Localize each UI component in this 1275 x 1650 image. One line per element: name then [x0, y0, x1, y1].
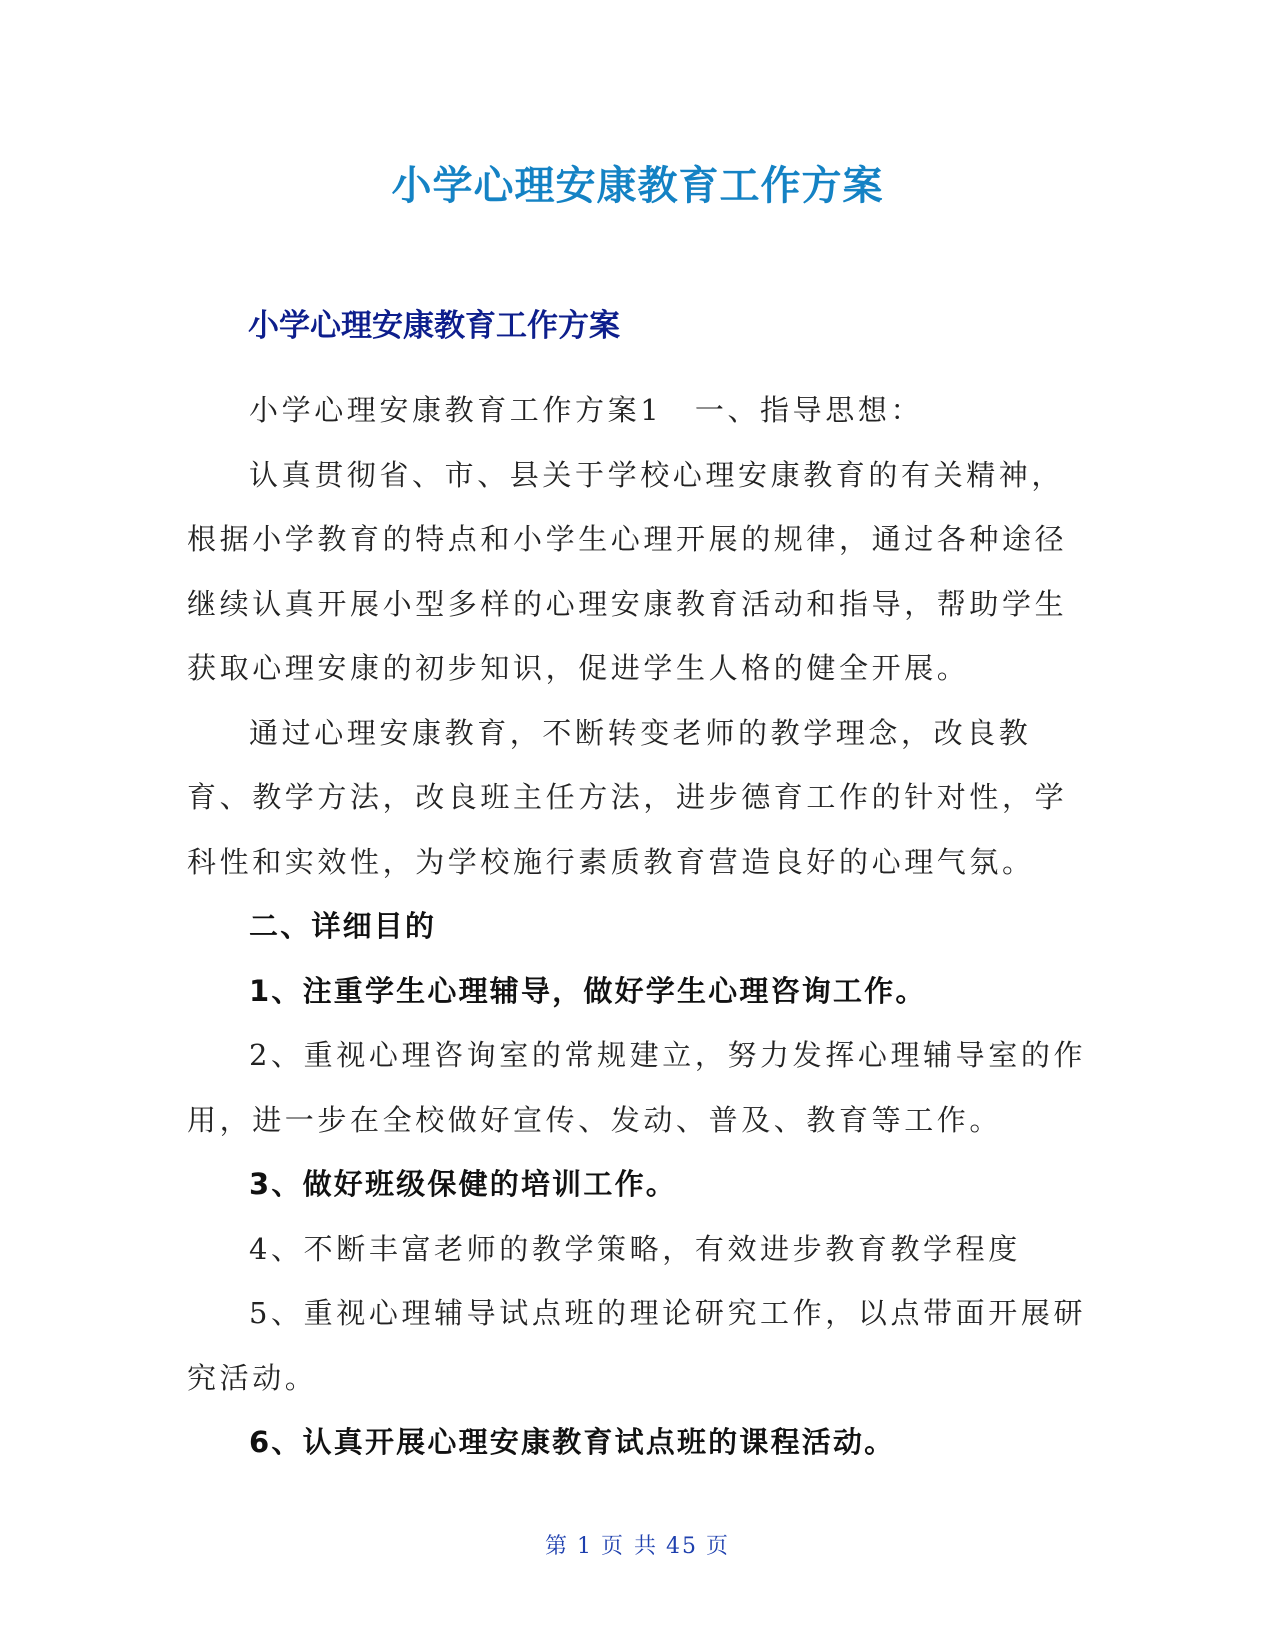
section-heading-goals: 二、详细目的 — [249, 909, 437, 943]
paragraph-intro: 小学心理安康教育工作方案1 一、指导思想： — [249, 393, 924, 427]
paragraph-teaching-reform: 通过心理安康教育，不断转变老师的教学理念，改良教育、教学方法，改良班主任方法，进步德育工作的针对性，学科性和实效性，为学校施行素质教育营造良好的心理气氛。 — [187, 715, 1068, 879]
goal-item-3: 3、做好班级保健的培训工作。 — [249, 1167, 677, 1201]
goal-item-2: 2、重视心理咨询室的常规建立，努力发挥心理辅导室的作用，进一步在全校做好宣传、发动、普及、教育等工作。 — [187, 1038, 1087, 1137]
page-footer — [0, 1532, 1275, 1562]
footer-current-page: 1 — [577, 1534, 593, 1559]
document-body — [187, 378, 1087, 1475]
footer-prefix: 第 — [544, 1534, 569, 1559]
footer-suffix: 页 — [706, 1534, 731, 1559]
goal-item-4: 4、不断丰富老师的教学策略，有效进步教育教学程度 — [249, 1231, 1021, 1266]
goal-item-6: 6、认真开展心理安康教育试点班的课程活动。 — [249, 1425, 896, 1459]
footer-total-pages: 45 — [666, 1534, 698, 1559]
goal-item-5: 5、重视心理辅导试点班的理论研究工作，以点带面开展研究活动。 — [187, 1296, 1087, 1395]
goal-item-1: 1、注重学生心理辅导，做好学生心理咨询工作。 — [249, 973, 927, 1008]
paragraph-guiding-thought: 认真贯彻省、市、县关于学校心理安康教育的有关精神，根据小学教育的特点和小学生心理开展的规律，通过各种途径继续认真开展小型多样的心理安康教育活动和指导，帮助学生获取心理安康的初步知识，促进学生人格的健全开展。 — [187, 457, 1068, 685]
document-subtitle: 小学心理安康教育工作方案 — [248, 308, 620, 344]
document-title: 小学心理安康教育工作方案 — [391, 163, 884, 209]
footer-middle: 页 共 — [601, 1534, 658, 1559]
